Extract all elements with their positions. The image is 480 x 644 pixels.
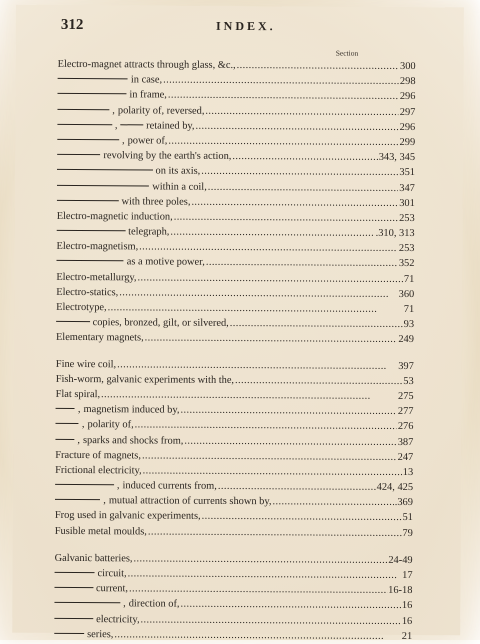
index-entry-text: mutual attraction of currents shown by, (108, 495, 272, 508)
ditto-dash (55, 484, 114, 485)
ditto-comma: , (77, 434, 81, 446)
dot-leaders (218, 479, 376, 495)
index-entry-section-ref: 296 (399, 121, 416, 133)
dot-leaders (180, 597, 401, 614)
index-entry-section-ref: 296 (399, 91, 416, 103)
index-entry-text: Electro-statics, (56, 286, 119, 299)
index-entry-text: sparks and shocks from, (82, 434, 184, 447)
index-entry (57, 209, 415, 226)
dot-leaders (235, 373, 402, 389)
index-entry-text: Electro-magnetism, (56, 241, 139, 253)
index-entry-section-ref: 16 (401, 615, 413, 627)
ditto-dash (55, 572, 95, 573)
index-entry-section-ref: .310, 313 (375, 227, 415, 240)
dot-leaders (232, 149, 377, 165)
index-entry-section-ref: 276 (397, 421, 414, 433)
dot-leaders (230, 316, 403, 332)
index-entry-text: in frame, (129, 89, 167, 101)
ditto-dash (55, 499, 100, 500)
dot-leaders (272, 494, 393, 510)
index-entry (56, 239, 414, 256)
index-entry-text: circuit, (97, 568, 127, 580)
index-entry-section-ref: 93 (403, 319, 415, 331)
index-entry-text: retained by, (146, 120, 195, 132)
page-header (61, 17, 431, 41)
dot-leaders (196, 118, 399, 134)
running-title: INDEX. (215, 18, 276, 34)
index-entry-section-ref: 249 (398, 334, 414, 346)
index-entry-text: telegraph, (128, 226, 170, 238)
index-entry-section-ref: 277 (397, 406, 414, 418)
dot-leaders (168, 134, 398, 151)
dot-leaders (128, 566, 402, 583)
index-entry-section-ref: 253 (399, 212, 415, 224)
dot-leaders (168, 88, 399, 105)
dot-leaders (133, 551, 387, 568)
ditto-dash (57, 108, 109, 109)
index-entry-text: copies, bronzed, gilt, or silvered, (92, 317, 229, 330)
index-entry-text: with three poles, (121, 195, 191, 208)
dot-leaders (142, 448, 397, 465)
index-entry-section-ref: 13 (402, 466, 414, 478)
ditto-dash (54, 602, 120, 603)
index-entry-section-ref: 53 (403, 375, 414, 387)
ditto-dash (55, 438, 74, 439)
index-entry (55, 463, 413, 480)
dot-leaders (163, 73, 399, 90)
ditto-dash (57, 200, 119, 201)
dot-leaders (108, 300, 403, 317)
index-entry-text: Flat spiral, (55, 388, 101, 401)
dot-leaders (180, 403, 397, 420)
index-entry-section-ref: 17 (402, 570, 413, 582)
ditto-comma: , (114, 119, 118, 132)
index-entry (54, 627, 412, 644)
ditto-dash (56, 408, 75, 409)
index-entry-section-ref: 16-18 (388, 585, 413, 597)
dot-leaders (141, 612, 401, 629)
index-entry-text: magnetism induced by, (83, 404, 180, 416)
index-entry-section-ref: 360 (398, 288, 415, 300)
index-entry-section-ref: 51 (402, 512, 413, 524)
ditto-dash (57, 93, 126, 94)
index-entry-section-ref: 298 (399, 76, 416, 88)
dot-leaders (117, 357, 397, 374)
index-entry-section-ref: 424, 425 (376, 481, 414, 494)
dot-leaders (237, 58, 399, 74)
index-entry (55, 524, 413, 541)
index-entry-section-ref: 275 (397, 390, 414, 403)
index-entry-text: Frictional electricity, (55, 464, 142, 477)
dot-leaders (114, 627, 400, 644)
index-entry-section-ref: 247 (397, 451, 414, 463)
index-entry-section-ref: 297 (399, 106, 416, 118)
section-column-label: Section (335, 48, 359, 58)
index-entry-text: Fish-worm, galvanic experiments with the, (55, 373, 235, 386)
dot-leaders (135, 418, 397, 435)
dot-leaders (119, 285, 397, 302)
dot-leaders (129, 582, 387, 599)
ditto-dash (57, 169, 153, 171)
page-number: 312 (60, 16, 84, 34)
ditto-dash (54, 587, 93, 588)
dot-leaders (206, 255, 398, 271)
dot-leaders (170, 225, 374, 241)
ditto-dash (54, 617, 93, 618)
index-entry-text: direction of, (128, 598, 180, 611)
index-entry-text: Elementary magnets, (55, 332, 144, 344)
index-entry-section-ref: .369 (394, 497, 414, 509)
dot-leaders (148, 524, 402, 541)
index-entry-text: polarity of, (87, 419, 134, 431)
ditto-dash (55, 423, 78, 424)
index-entry-section-ref: 352 (398, 258, 415, 270)
index-entry-section-ref: 79 (402, 527, 413, 539)
dot-leaders (191, 194, 398, 210)
dot-leaders (184, 433, 396, 449)
index-entry-text: on its axis, (155, 165, 201, 178)
ditto-comma: , (103, 495, 106, 507)
index-entry-text: as a motive power, (126, 256, 205, 269)
index-entry-text: Fracture of magnets, (55, 449, 141, 462)
index-entry-section-ref: 24-49 (388, 554, 413, 566)
index-entry-section-ref: 301 (399, 197, 415, 209)
index-entry-section-ref: 253 (398, 243, 415, 255)
index-entry-text: in case, (130, 74, 163, 86)
dot-leaders (205, 103, 398, 119)
index-entry-section-ref: 347 (399, 182, 415, 194)
index-entry-section-ref: 300 (400, 60, 416, 73)
dot-leaders (174, 209, 398, 226)
ditto-dash (120, 124, 143, 125)
index-entry-list (54, 57, 416, 644)
index-entry-section-ref: 71 (403, 304, 415, 316)
index-entry-text: within a coil, (152, 180, 207, 193)
index-entry-text: current, (95, 583, 129, 595)
ditto-dash (56, 321, 90, 322)
index-entry-text: Electro-magnetic induction, (56, 210, 173, 223)
index-entry-text: Electrotype, (56, 301, 107, 314)
dot-leaders (208, 179, 399, 195)
index-entry-text: electricity, (96, 613, 140, 625)
index-entry-text: power of, (127, 135, 168, 147)
index-entry-section-ref: 299 (399, 136, 416, 149)
index-entry-text: Electro-metallurgy, (56, 271, 137, 283)
book-page (12, 5, 464, 642)
ditto-comma: , (123, 598, 126, 610)
dot-leaders (138, 270, 403, 287)
index-entry (57, 148, 415, 165)
index-entry-section-ref: 21 (401, 630, 413, 642)
index-entry-text: polarity of, reversed, (117, 104, 205, 117)
ditto-dash (57, 230, 126, 231)
index-entry-text: Frog used in galvanic experiments, (54, 510, 201, 523)
index-entry-text: Fine wire coil, (55, 358, 117, 370)
ditto-dash (56, 260, 123, 261)
ditto-comma: , (112, 104, 115, 116)
dot-leaders (101, 387, 397, 404)
dot-leaders (201, 164, 398, 180)
index-entry-section-ref: 387 (397, 436, 414, 448)
ditto-dash (54, 633, 84, 634)
index-entry-section-ref: 71 (403, 273, 415, 285)
index-entry (54, 581, 412, 598)
dot-leaders (139, 240, 398, 257)
ditto-comma: , (81, 419, 85, 431)
index-entry-text: revolving by the earth's action, (103, 150, 232, 163)
index-entry (56, 330, 414, 347)
ditto-dash (57, 124, 112, 125)
ditto-comma: , (121, 135, 125, 147)
ditto-comma: , (116, 480, 120, 492)
ditto-dash (58, 78, 128, 79)
index-entry-text: induced currents from, (122, 480, 217, 492)
index-entry-text: Electro-magnet attracts through glass, &c., (57, 58, 236, 71)
index-entry-text: series, (87, 628, 114, 640)
index-entry-section-ref: 343, 345 (378, 151, 416, 164)
index-entry-section-ref: 351 (399, 167, 416, 179)
ditto-dash (57, 184, 149, 186)
index-entry-section-ref: 397 (398, 360, 414, 372)
dot-leaders (143, 463, 402, 480)
index-entry-section-ref: 16 (401, 600, 413, 612)
ditto-dash (57, 154, 100, 155)
ditto-comma: , (77, 404, 81, 416)
ditto-dash (57, 139, 119, 140)
dot-leaders (202, 509, 402, 525)
index-entry (58, 57, 416, 74)
index-entry-text: Fusible metal moulds, (54, 525, 147, 538)
index-entry-text: Galvanic batteries, (54, 552, 133, 565)
dot-leaders (145, 331, 398, 348)
